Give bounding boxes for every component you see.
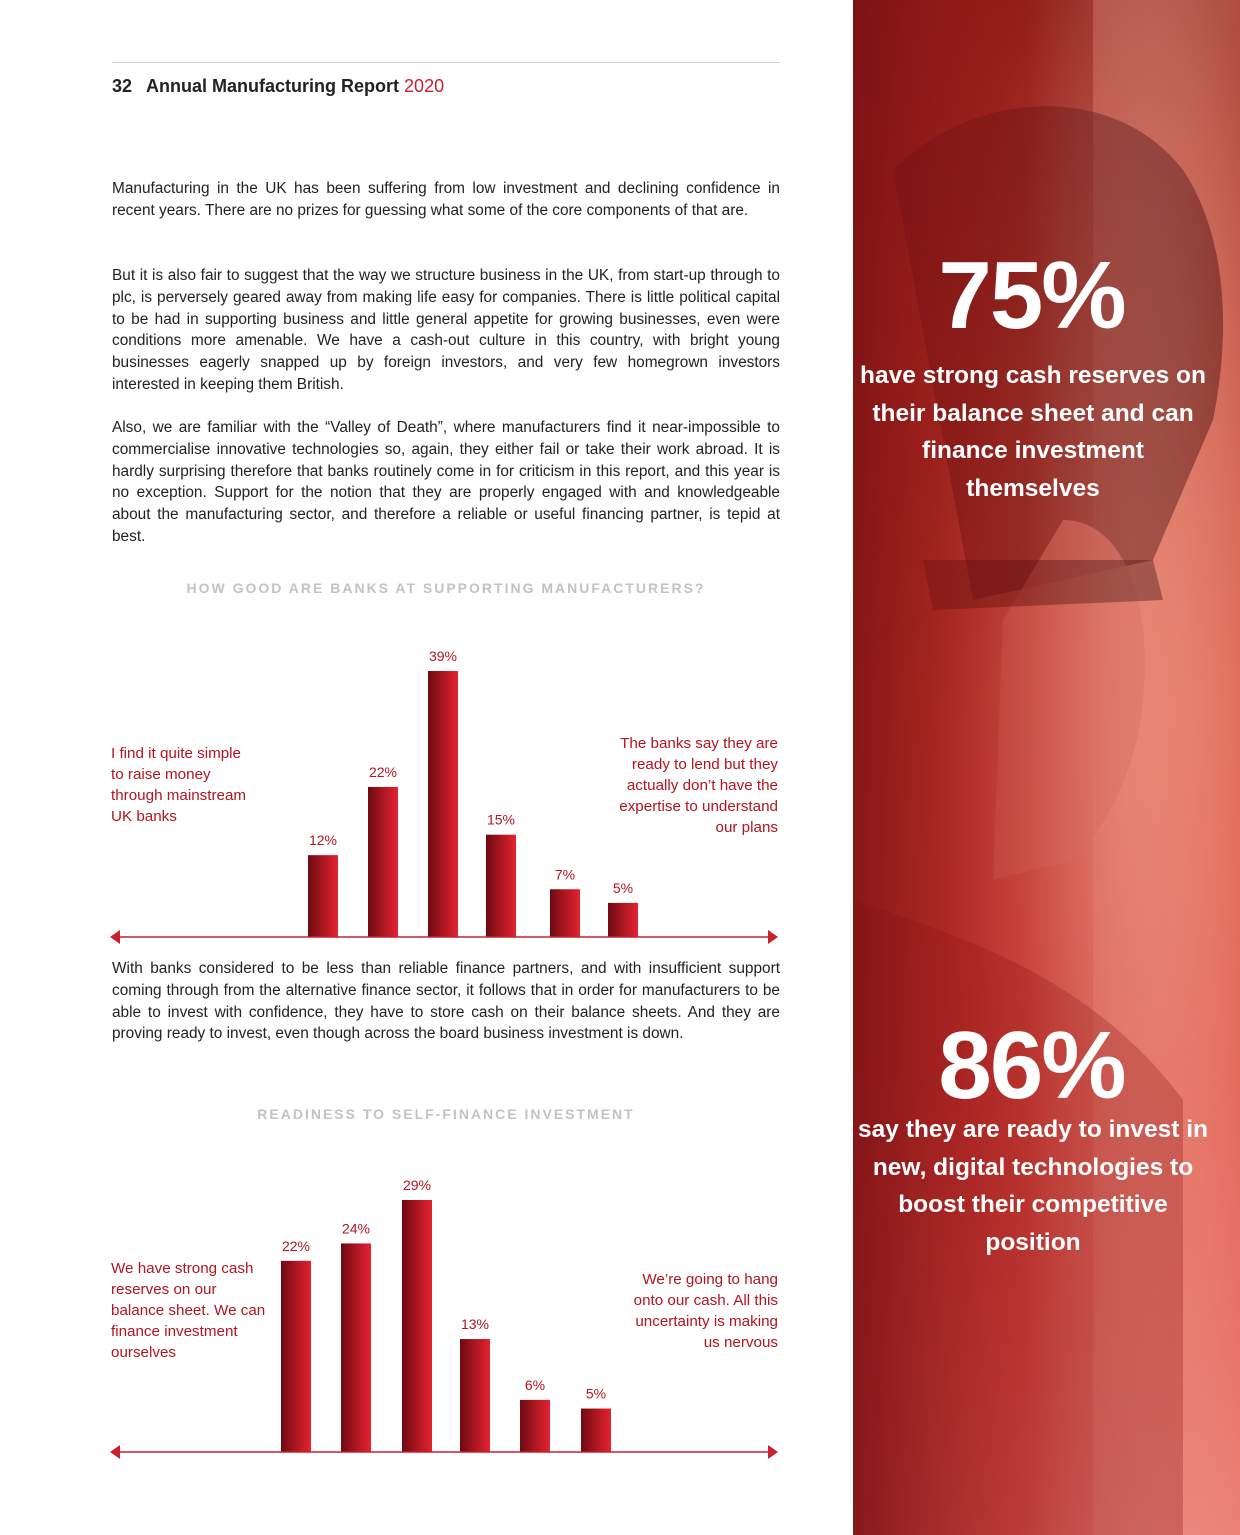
stat2-text: say they are ready to invest in new, digital technologies to boost their competitive position: [858, 1116, 1208, 1256]
chart2-bar-5: [520, 1400, 550, 1452]
chart2-title: READINESS TO SELF-FINANCE INVESTMENT: [257, 1106, 635, 1122]
body-paragraph-4: With banks considered to be less than reliable finance partners, and with insufficient support coming through from the alternative finance sector, it follows that in order for manufacturers to be able to invest with confidence, they have to store cash on their balance sheets. And they are proving ready to invest, even though across the board business investment is down.: [112, 960, 780, 1043]
chart2-bar-1: [281, 1261, 311, 1452]
hero-photo: [853, 0, 1240, 1535]
report-year: 2020: [404, 76, 445, 96]
chart1-title: HOW GOOD ARE BANKS AT SUPPORTING MANUFACTURERS?: [186, 580, 706, 596]
body-paragraph-1: Manufacturing in the UK has been suffering from low investment and declining confidence in recent years. There are no prizes for guessing what some of the core components of that are.: [112, 180, 780, 219]
chart1-bar-1: [308, 855, 338, 937]
chart1-bar-5: [550, 889, 580, 937]
chart2-bar-2: [341, 1243, 371, 1452]
stat1-number: 75%: [938, 242, 1125, 349]
chart1-left-label: I find it quite simple to raise money through mainstream UK banks: [111, 745, 247, 825]
chart1-bar-label-6: 5%: [612, 879, 634, 896]
report-title: Annual Manufacturing Report: [146, 76, 400, 96]
page-number: 32: [112, 76, 133, 96]
chart2-left-label: We have strong cash reserves on our balance sheet. We can finance investment ourselves: [111, 1260, 266, 1361]
chart1-plot: [110, 648, 778, 944]
body-paragraph-2: But it is also fair to suggest that the way we structure business in the UK, from start-up through to plc, is perversely geared away from making life easy for companies. There is little political capital to be had in supporting business and little general appetite for growing businesses, even were conditions more amenable. We have a cash-out culture in this country, with bright young businesses eagerly snapped up by foreign investors, and very few homegrown investors interested in keeping them British.: [112, 267, 780, 393]
chart2-bar-4: [460, 1339, 490, 1452]
stat2-number: 86%: [938, 1012, 1125, 1119]
chart1-left-arrow-icon: [110, 930, 120, 944]
chart1-bar-label-5: 7%: [554, 866, 576, 883]
chart2-right-label: We’re going to hang onto our cash. All this uncertainty is making us nervous: [633, 1271, 778, 1351]
chart2-bar-3: [402, 1200, 432, 1452]
chart1-bar-label-2: 22%: [368, 763, 398, 780]
stat1-text: have strong cash reserves on their balance sheet and can finance investment themselves: [860, 362, 1206, 502]
chart2-bar-label-6: 5%: [585, 1385, 607, 1402]
chart1-right-label: The banks say they are ready to lend but they actually don’t have the expertise to understand our plans: [619, 735, 778, 836]
chart1-bar-4: [486, 835, 516, 937]
chart2-bar-label-3: 29%: [402, 1177, 432, 1193]
chart2-bar-label-4: 13%: [460, 1316, 490, 1333]
chart1-right-arrow-icon: [768, 930, 778, 944]
chart1-bar-3: [428, 671, 458, 937]
chart2-plot: [110, 1177, 778, 1459]
photo-illustration: [853, 0, 1240, 1535]
chart2-bar-6: [581, 1409, 611, 1452]
chart2-bar-label-5: 6%: [524, 1376, 546, 1393]
chart2-right-arrow-icon: [768, 1445, 778, 1459]
chart1-bar-2: [368, 787, 398, 937]
chart2-bar-label-1: 22%: [281, 1237, 311, 1254]
body-paragraph-3: Also, we are familiar with the “Valley of Death”, where manufacturers find it near-impossible to commercialise innovative technologies so, again, they either fail or take their work abroad. It is hardly surprising therefore that banks routinely come in for criticism in this report, and this year is no exception. Support for the notion that they are properly engaged with and knowledgeable about the manufacturing sector, and therefore a reliable or useful financing partner, is tepid at best.: [112, 419, 780, 545]
chart2-bar-label-2: 24%: [341, 1220, 371, 1237]
chart1-bar-label-3: 39%: [428, 648, 458, 664]
chart1-bar-6: [608, 903, 638, 937]
chart1-bar-label-1: 12%: [308, 832, 338, 849]
chart2-left-arrow-icon: [110, 1445, 120, 1459]
chart1-bar-label-4: 15%: [486, 811, 516, 828]
